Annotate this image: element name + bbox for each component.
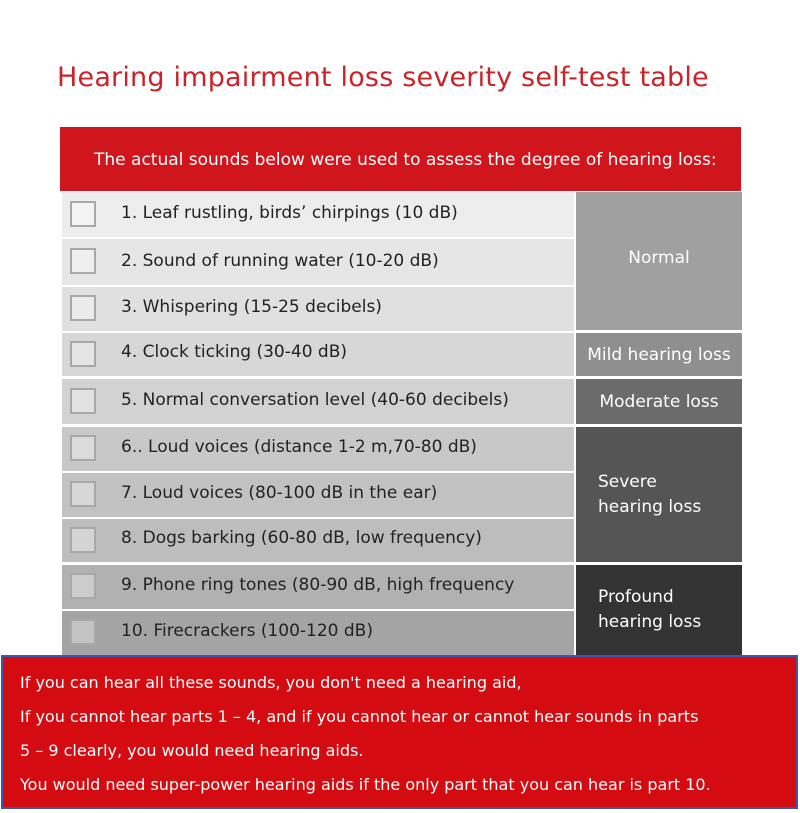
- footer-line: If you cannot hear parts 1 – 4, and if you cannot hear or cannot hear sounds in parts: [20, 707, 699, 726]
- checkbox[interactable]: [70, 201, 96, 227]
- table-row: [62, 287, 574, 331]
- table-row: [62, 427, 574, 471]
- checkbox[interactable]: [70, 481, 96, 507]
- row-text: 2. Sound of running water (10-20 dB): [121, 251, 439, 271]
- severity-label: Profound: [598, 587, 674, 607]
- row-text: 9. Phone ring tones (80-90 dB, high frequency: [121, 575, 515, 595]
- row-text: 3. Whispering (15-25 decibels): [121, 297, 382, 317]
- row-text: 1. Leaf rustling, birds’ chirpings (10 dB): [121, 203, 458, 223]
- table-row: [62, 611, 574, 655]
- row-text: 4. Clock ticking (30-40 dB): [121, 342, 348, 362]
- row-text: 10. Firecrackers (100-120 dB): [121, 621, 373, 641]
- footer-line: 5 – 9 clearly, you would need hearing aids.: [20, 741, 364, 760]
- table-row: [62, 519, 574, 562]
- severity-normal: [576, 192, 742, 330]
- severity-label: hearing loss: [598, 496, 702, 517]
- severity-label: Mild hearing loss: [587, 344, 731, 365]
- severity-label: Severe: [598, 471, 657, 492]
- checkbox[interactable]: [70, 573, 96, 599]
- checkbox[interactable]: [70, 341, 96, 367]
- severity-label: hearing loss: [598, 612, 702, 632]
- severity-moderate: [576, 379, 742, 424]
- severity-profound: [576, 565, 742, 655]
- table-row: [62, 565, 574, 609]
- page-title: Hearing impairment loss severity self-test table: [57, 62, 709, 93]
- table-row: [62, 333, 574, 376]
- row-text: 7. Loud voices (80-100 dB in the ear): [121, 483, 438, 503]
- table-header: The actual sounds below were used to assess the degree of hearing loss:: [60, 127, 741, 191]
- severity-label: Normal: [628, 248, 690, 268]
- table-row: [62, 379, 574, 424]
- severity-severe: [576, 427, 742, 562]
- row-text: 5. Normal conversation level (40-60 decibels): [121, 390, 509, 410]
- row-text: 8. Dogs barking (60-80 dB, low frequency): [121, 528, 482, 548]
- footer-line: If you can hear all these sounds, you don't need a hearing aid,: [20, 673, 522, 692]
- footer-line: You would need super-power hearing aids if the only part that you can hear is part 10.: [20, 775, 711, 794]
- table-row: [62, 239, 574, 285]
- severity-mild: [576, 333, 742, 376]
- checkbox[interactable]: [70, 527, 96, 553]
- checkbox[interactable]: [70, 619, 96, 645]
- row-text: 6.. Loud voices (distance 1-2 m,70-80 dB): [121, 437, 477, 457]
- table-row: [62, 473, 574, 517]
- checkbox[interactable]: [70, 248, 96, 274]
- footer-note: [1, 655, 798, 809]
- checkbox[interactable]: [70, 435, 96, 461]
- severity-label: Moderate loss: [599, 391, 719, 412]
- checkbox[interactable]: [70, 295, 96, 321]
- checkbox[interactable]: [70, 388, 96, 414]
- table-row: [62, 192, 574, 237]
